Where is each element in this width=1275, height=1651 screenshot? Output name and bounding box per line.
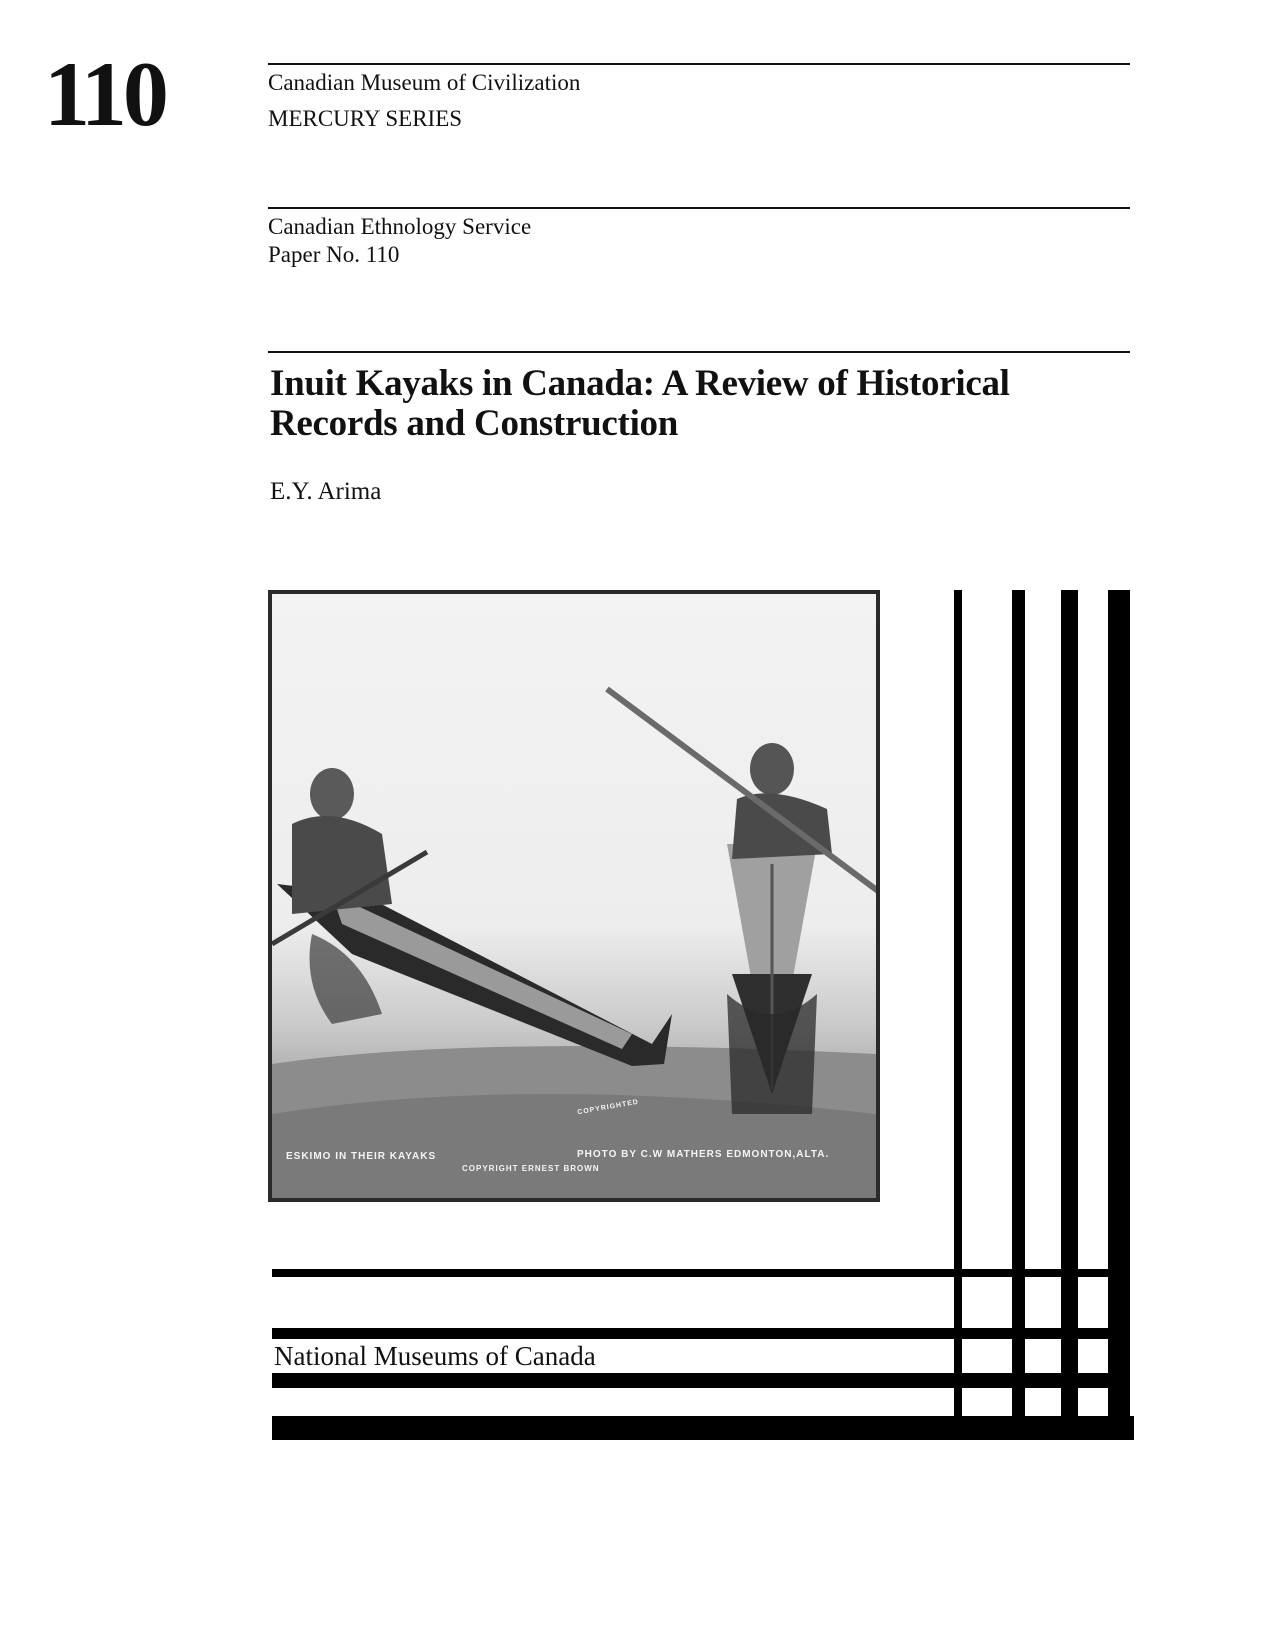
- divider-title: [268, 351, 1130, 353]
- photo-stamp-copyrighted: COPYRIGHTED: [576, 1098, 640, 1117]
- decorative-vertical-bar-2: [1012, 590, 1025, 1417]
- decorative-vertical-bar-1: [954, 590, 962, 1417]
- decorative-horizontal-bar-1: [272, 1269, 1130, 1277]
- divider-service: [268, 207, 1130, 209]
- title-line-2: Records and Construction: [270, 403, 679, 444]
- decorative-vertical-bar-3: [1061, 590, 1078, 1417]
- photo-caption-right: PHOTO BY C.W MATHERS EDMONTON,ALTA.: [577, 1149, 830, 1160]
- service-name: Canadian Ethnology Service: [268, 214, 532, 239]
- photo-caption-copyright: COPYRIGHT ERNEST BROWN: [462, 1164, 600, 1173]
- decorative-horizontal-bar-3: [272, 1373, 1130, 1388]
- kayak-photo-illustration: [272, 594, 876, 1198]
- decorative-horizontal-bar-2: [272, 1328, 1130, 1339]
- cover-photograph: [268, 590, 880, 1202]
- series-name: MERCURY SERIES: [268, 106, 463, 131]
- title-line-1: Inuit Kayaks in Canada: A Review of Historical: [270, 363, 1010, 404]
- decorative-horizontal-bar-4: [272, 1416, 1134, 1440]
- paper-number: Paper No. 110: [268, 242, 400, 267]
- author-name: E.Y. Arima: [270, 478, 382, 505]
- divider-top: [268, 63, 1130, 65]
- photo-caption-left: ESKIMO IN THEIR KAYAKS: [286, 1151, 437, 1162]
- document-title: [270, 364, 1150, 444]
- decorative-vertical-bar-4: [1108, 590, 1130, 1440]
- series-number: 110: [44, 43, 165, 145]
- institution-name: Canadian Museum of Civilization: [268, 70, 581, 95]
- footer-publisher: National Museums of Canada: [274, 1341, 596, 1371]
